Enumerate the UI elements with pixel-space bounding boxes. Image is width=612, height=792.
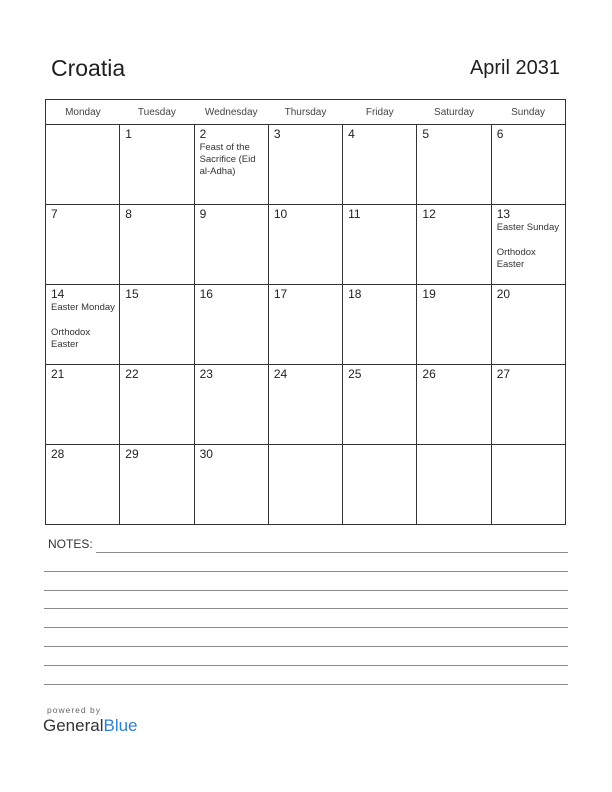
day-cell bbox=[491, 445, 565, 525]
weekday-header-row bbox=[46, 100, 566, 125]
day-cell bbox=[268, 365, 342, 445]
day-number: 13 bbox=[496, 207, 511, 221]
weekday-wednesday: Wednesday bbox=[194, 100, 268, 125]
day-number: 27 bbox=[496, 367, 511, 381]
day-cell bbox=[417, 365, 491, 445]
day-cell bbox=[194, 205, 268, 285]
week-row bbox=[46, 125, 566, 205]
day-cell bbox=[120, 365, 194, 445]
day-cell bbox=[417, 285, 491, 365]
day-cell bbox=[491, 365, 565, 445]
notes-line bbox=[44, 684, 568, 685]
day-number: 2 bbox=[199, 127, 207, 141]
day-cell bbox=[417, 445, 491, 525]
day-cell bbox=[120, 205, 194, 285]
day-cell bbox=[268, 285, 342, 365]
day-cell bbox=[268, 125, 342, 205]
week-row bbox=[46, 445, 566, 525]
day-number: 5 bbox=[422, 127, 430, 141]
powered-by-label: powered by bbox=[47, 705, 101, 715]
day-cell bbox=[491, 285, 565, 365]
holiday-label: Feast of the Sacrifice (Eid al-Adha) bbox=[199, 142, 256, 177]
day-cell bbox=[417, 125, 491, 205]
day-cell bbox=[343, 125, 417, 205]
day-cell bbox=[194, 445, 268, 525]
brand-name-blue: Blue bbox=[103, 716, 138, 735]
day-cell bbox=[343, 285, 417, 365]
day-cell bbox=[46, 125, 120, 205]
day-cell bbox=[343, 205, 417, 285]
notes-line bbox=[44, 608, 568, 609]
day-number: 19 bbox=[422, 287, 436, 301]
calendar-grid bbox=[45, 99, 566, 525]
day-cell bbox=[194, 365, 268, 445]
day-number: 1 bbox=[125, 127, 132, 141]
weekday-thursday: Thursday bbox=[268, 100, 342, 125]
notes-line bbox=[96, 552, 568, 553]
weekday-monday: Monday bbox=[46, 100, 120, 125]
holiday-label: Orthodox Easter bbox=[496, 247, 536, 270]
notes-label: NOTES: bbox=[48, 537, 93, 551]
day-number: 26 bbox=[422, 367, 436, 381]
day-number: 15 bbox=[125, 287, 139, 301]
day-number: 6 bbox=[496, 127, 504, 141]
day-cell bbox=[46, 205, 120, 285]
day-cell bbox=[194, 125, 268, 205]
day-number: 16 bbox=[199, 287, 213, 301]
holiday-label: Easter Monday bbox=[51, 302, 115, 313]
weekday-tuesday: Tuesday bbox=[120, 100, 194, 125]
day-number: 10 bbox=[273, 207, 288, 221]
day-cell bbox=[491, 125, 565, 205]
day-cell bbox=[491, 205, 565, 285]
day-cell bbox=[343, 445, 417, 525]
day-number: 11 bbox=[348, 207, 361, 221]
holiday-label: Easter Sunday bbox=[496, 222, 560, 233]
day-number: 3 bbox=[273, 127, 281, 141]
day-cell bbox=[268, 205, 342, 285]
day-number: 8 bbox=[125, 207, 132, 221]
day-number: 28 bbox=[51, 447, 65, 461]
week-row bbox=[46, 205, 566, 285]
notes-line bbox=[44, 665, 568, 666]
day-cell bbox=[417, 205, 491, 285]
day-number: 21 bbox=[51, 367, 65, 381]
day-number: 25 bbox=[348, 367, 362, 381]
country-title: Croatia bbox=[51, 55, 126, 81]
day-cell bbox=[194, 285, 268, 365]
day-number: 14 bbox=[51, 287, 65, 301]
brand-logo bbox=[43, 716, 138, 736]
day-cell bbox=[120, 285, 194, 365]
day-number: 30 bbox=[199, 447, 213, 461]
day-number: 20 bbox=[496, 287, 511, 301]
week-row bbox=[46, 365, 566, 445]
month-title: April 2031 bbox=[469, 57, 560, 79]
notes-line bbox=[44, 646, 568, 647]
day-number: 18 bbox=[348, 287, 362, 301]
day-number: 7 bbox=[51, 207, 58, 221]
day-number: 24 bbox=[273, 367, 288, 381]
day-number: 22 bbox=[125, 367, 139, 381]
brand-name-general: General bbox=[43, 716, 104, 735]
day-number: 4 bbox=[348, 127, 355, 141]
day-cell bbox=[46, 445, 120, 525]
week-row bbox=[46, 285, 566, 365]
weekday-sunday: Sunday bbox=[491, 100, 565, 125]
day-cell bbox=[120, 445, 194, 525]
notes-line bbox=[44, 571, 568, 572]
weekday-saturday: Saturday bbox=[417, 100, 491, 125]
day-cell bbox=[46, 365, 120, 445]
day-cell bbox=[120, 125, 194, 205]
notes-line bbox=[44, 627, 568, 628]
day-cell bbox=[46, 285, 120, 365]
weekday-friday: Friday bbox=[343, 100, 417, 125]
day-number: 17 bbox=[273, 287, 288, 301]
day-number: 23 bbox=[199, 367, 213, 381]
day-cell bbox=[343, 365, 417, 445]
notes-line bbox=[44, 590, 568, 591]
day-cell bbox=[268, 445, 342, 525]
day-number: 29 bbox=[125, 447, 139, 461]
holiday-label: Orthodox Easter bbox=[51, 327, 91, 350]
day-number: 12 bbox=[422, 207, 436, 221]
day-number: 9 bbox=[199, 207, 207, 221]
